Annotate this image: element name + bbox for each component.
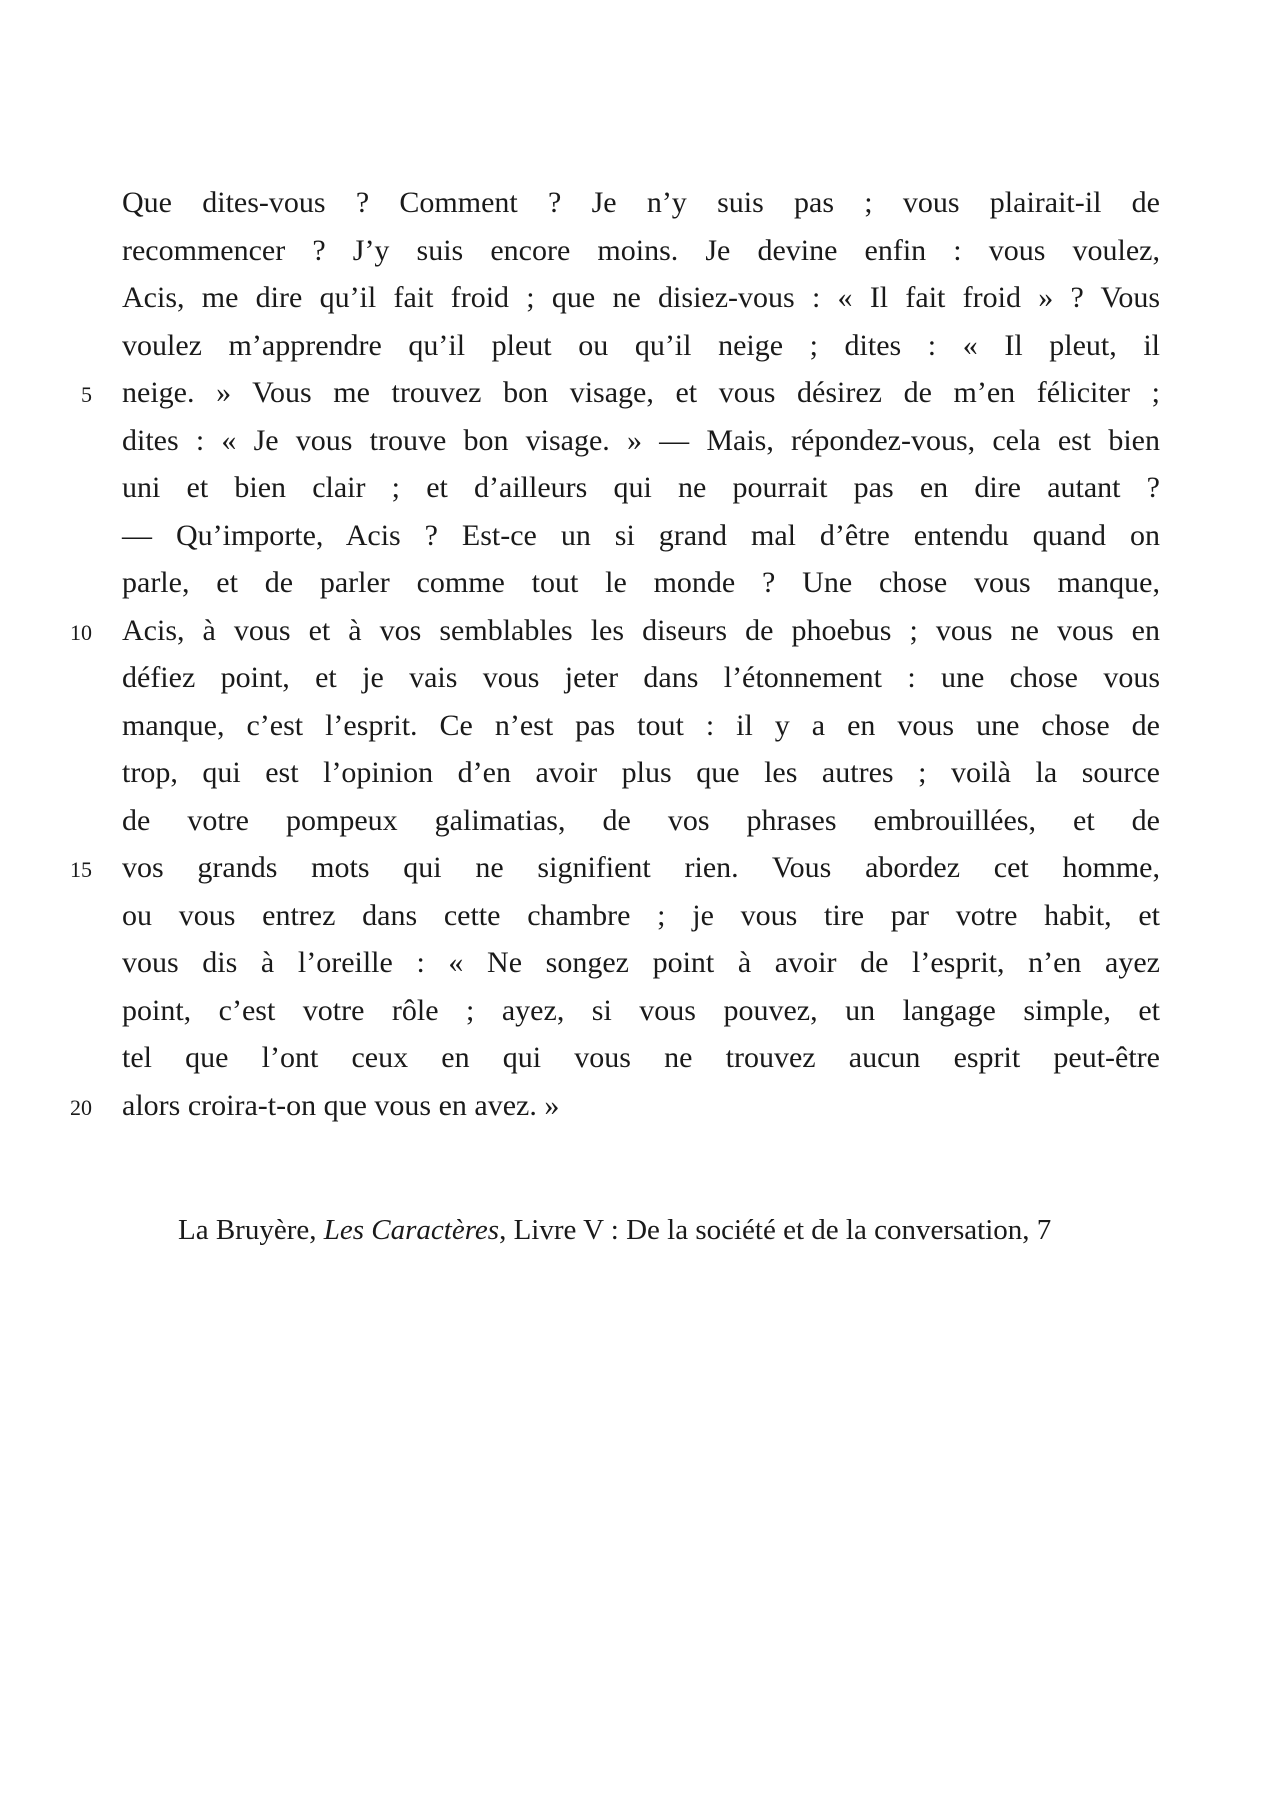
line-text: manque, c’est l’esprit. Ce n’est pas tout : il y a en vous une chose de — [122, 708, 1160, 742]
line-text: alors croira-t-on que vous en avez. » — [122, 1088, 560, 1122]
text-line — [0, 749, 1280, 797]
line-text: trop, qui est l’opinion d’en avoir plus que les autres ; voilà la source — [122, 756, 1160, 789]
line-text: neige. » Vous me trouvez bon visage, et vous désirez de m’en féliciter ; — [122, 376, 1160, 409]
text-line — [0, 322, 1280, 370]
text-line — [0, 939, 1280, 987]
line-number: 15 — [70, 857, 92, 882]
citation-title: Les Caractères — [323, 1214, 500, 1246]
line-number: 10 — [70, 619, 92, 645]
text-line — [0, 512, 1280, 560]
line-text: tel que l’ont ceux en qui vous ne trouvez aucun esprit peut-être — [122, 1041, 1160, 1074]
line-number: 5 — [81, 382, 92, 407]
text-line — [0, 892, 1280, 940]
citation-author: La Bruyère, — [178, 1214, 324, 1246]
citation-details: , Livre V : De la société et de la conversation, 7 — [499, 1214, 1052, 1246]
line-text: dites : « Je vous trouve bon visage. » — Mais, répondez-vous, cela est bien — [122, 423, 1160, 457]
text-line — [0, 654, 1280, 702]
text-line — [0, 702, 1280, 750]
line-text: Acis, me dire qu’il fait froid ; que ne disiez-vous : « Il fait froid » ? Vous — [122, 281, 1160, 314]
line-text: vous dis à l’oreille : « Ne songez point à avoir de l’esprit, n’en ayez — [122, 946, 1160, 979]
passage-text — [0, 179, 1280, 1129]
text-line — [0, 797, 1280, 845]
line-text: Que dites-vous ? Comment ? Je n’y suis pas ; vous plairait-il de — [122, 186, 1160, 219]
source-citation — [178, 1210, 1162, 1250]
line-text: point, c’est votre rôle ; ayez, si vous pouvez, un langage simple, et — [122, 993, 1160, 1027]
text-line — [0, 417, 1280, 465]
line-text: voulez m’apprendre qu’il pleut ou qu’il neige ; dites : « Il pleut, il — [122, 328, 1160, 362]
text-line — [0, 179, 1280, 227]
line-text: défiez point, et je vais vous jeter dans l’étonnement : une chose vous — [122, 661, 1160, 694]
line-text: — Qu’importe, Acis ? Est-ce un si grand mal d’être entendu quand on — [122, 518, 1160, 552]
line-number: 20 — [70, 1094, 92, 1120]
text-line — [0, 607, 1280, 655]
text-line — [0, 1034, 1280, 1082]
text-line — [0, 559, 1280, 607]
text-line — [0, 274, 1280, 322]
line-text: de votre pompeux galimatias, de vos phrases embrouillées, et de — [122, 803, 1160, 837]
line-text: ou vous entrez dans cette chambre ; je vous tire par votre habit, et — [122, 898, 1160, 932]
text-line — [0, 227, 1280, 275]
line-text: parle, et de parler comme tout le monde ? Une chose vous manque, — [122, 566, 1160, 599]
text-line — [0, 987, 1280, 1035]
line-text: vos grands mots qui ne signifient rien. Vous abordez cet homme, — [122, 851, 1160, 884]
line-text: Acis, à vous et à vos semblables les diseurs de phoebus ; vous ne vous en — [122, 613, 1160, 647]
line-text: recommencer ? J’y suis encore moins. Je devine enfin : vous voulez, — [122, 233, 1160, 267]
text-line — [0, 844, 1280, 892]
text-line — [0, 1082, 1280, 1130]
line-text: uni et bien clair ; et d’ailleurs qui ne pourrait pas en dire autant ? — [122, 471, 1160, 504]
text-line — [0, 464, 1280, 512]
text-line — [0, 369, 1280, 417]
